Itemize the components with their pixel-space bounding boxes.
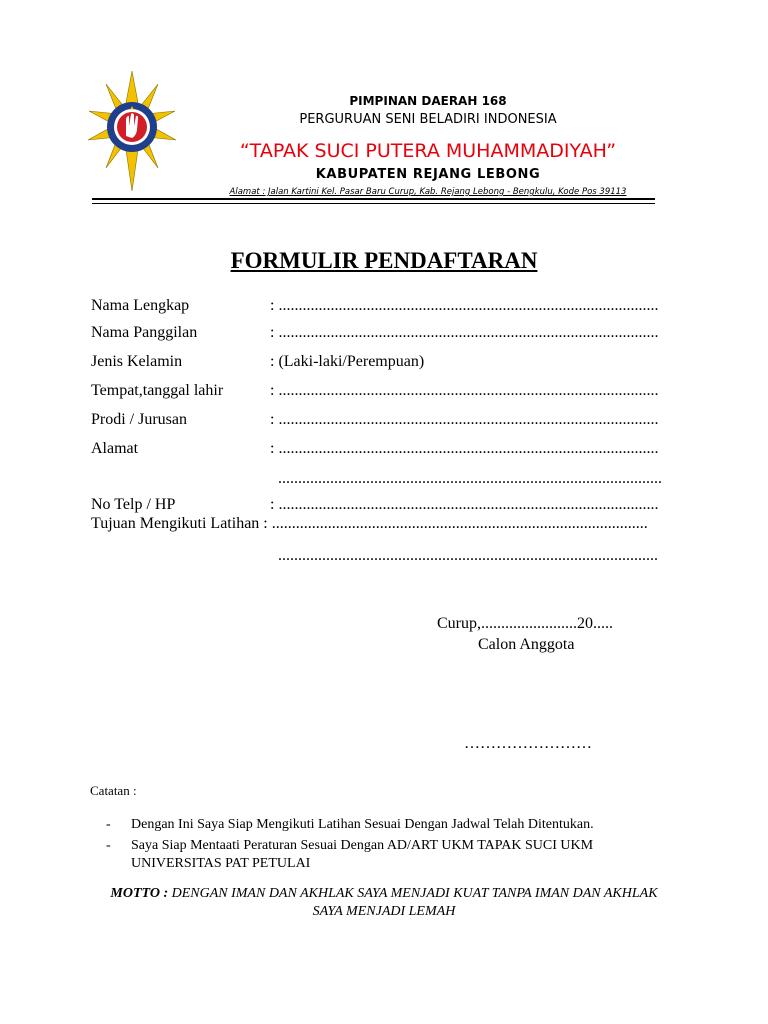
field-value-nickname: : ............................................................................................... [270,324,659,341]
signature-place-date: Curup,........................20..... [437,615,613,632]
form-title: FORMULIR PENDAFTARAN [230,248,538,273]
field-label-birth-place-date: Tempat,tanggal lahir [91,382,224,399]
field-label-gender: Jenis Kelamin [91,353,183,370]
notes-bullet: - [106,817,111,832]
motto-text: DENGAN IMAN DAN AKHLAK SAYA MENJADI KUAT TANPA IMAN DAN AKHLAK SAYA MENJADI LEMAH [168,886,658,919]
field-value-purpose-continuation: ............................................................................................... [270,547,658,564]
motto [100,885,668,921]
field-purpose: Tujuan Mengikuti Latihan : .............................................................................................. [91,515,648,532]
field-label-nickname: Nama Panggilan [91,324,198,341]
header-region: KABUPATEN REJANG LEBONG [315,167,541,182]
notes-title: Catatan : [90,783,137,798]
header-address: Alamat : Jalan Kartini Kel. Pasar Baru Curup, Kab. Rejang Lebong - Bengkulu, Kode Pos 39113 [229,187,627,197]
field-value-birth-place-date: : ............................................................................................... [270,382,659,399]
field-label-phone: No Telp / HP [91,496,176,513]
field-value-phone: : ............................................................................................... [270,496,659,513]
field-value-gender: : (Laki-laki/Perempuan) [270,353,425,370]
notes-bullet: - [106,838,111,853]
header-divider-thin [92,203,655,204]
field-value-full-name: : ............................................................................................... [270,297,659,314]
motto-label: MOTTO : [110,886,169,901]
field-value-address-continuation: ................................................................................................ [270,470,662,487]
header-organization-name: “TAPAK SUCI PUTERA MUHAMMADIYAH” [239,140,617,162]
notes-item: Saya Siap Mentaati Peraturan Sesuai Dengan AD/ART UKM TAPAK SUCI UKM [131,838,594,853]
notes-item-continuation: UNIVERSITAS PAT PETULAI [131,856,311,871]
signature-line: …………………… [464,735,592,752]
field-label-study-program: Prodi / Jurusan [91,411,187,428]
field-label-address: Alamat [91,440,139,457]
signature-role: Calon Anggota [478,636,575,653]
header-divider-thick [92,198,655,200]
header-organization-type: PERGURUAN SENI BELADIRI INDONESIA [299,112,557,127]
notes-item: Dengan Ini Saya Siap Mengikuti Latihan Sesuai Dengan Jadwal Telah Ditentukan. [131,817,594,832]
field-label-full-name: Nama Lengkap [91,297,190,314]
header-organization-level: PIMPINAN DAERAH 168 [349,94,507,108]
field-value-address: : ............................................................................................... [270,440,659,457]
field-value-study-program: : ............................................................................................... [270,411,659,428]
